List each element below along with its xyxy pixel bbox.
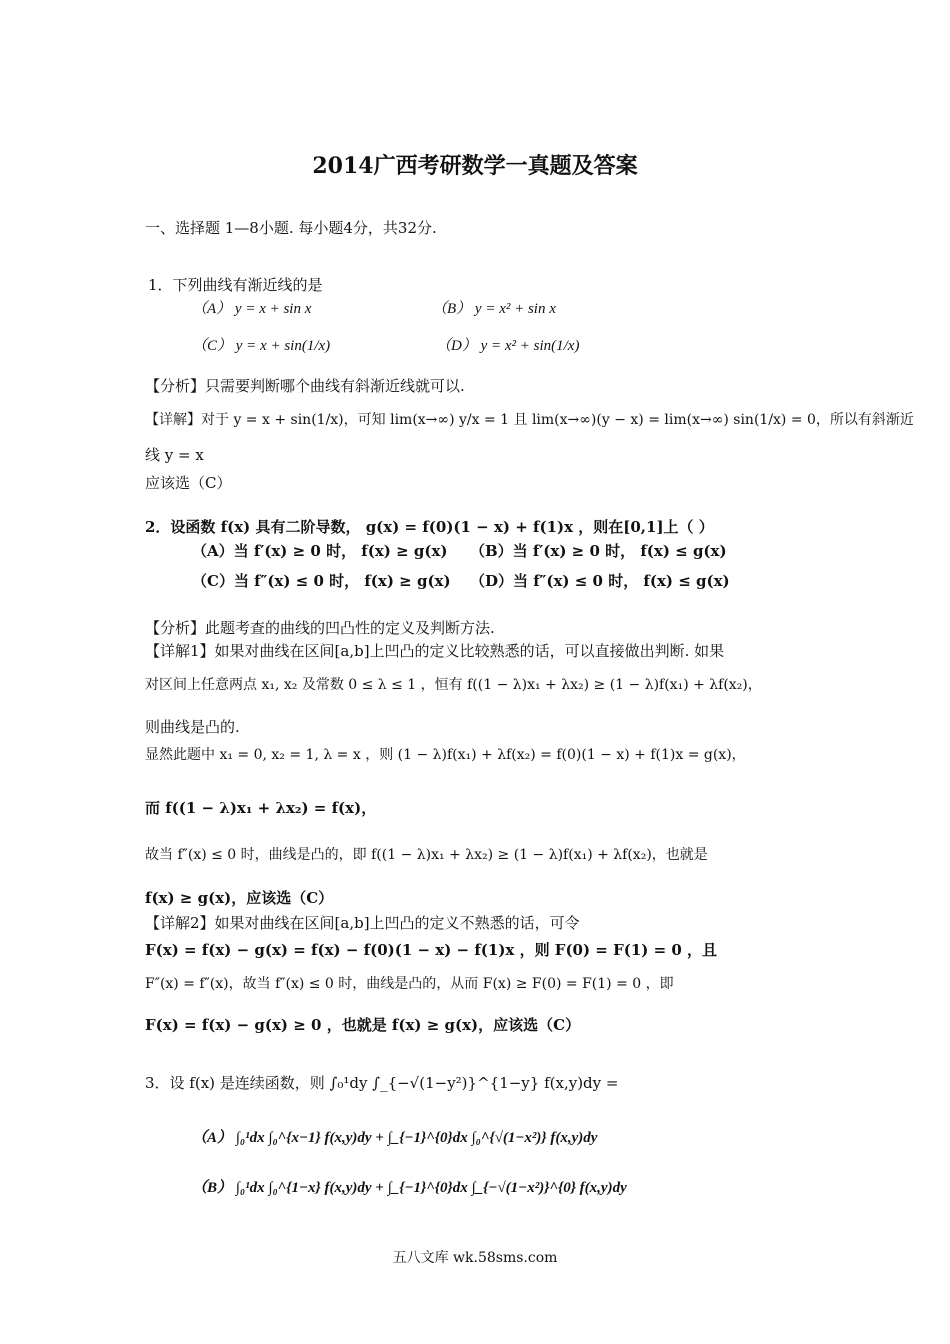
q1-detail-line2: 线 y = x: [145, 446, 204, 464]
footer-watermark: 五八文库 wk.58sms.com: [392, 1250, 558, 1266]
q2-stem: 2．设函数 f(x) 具有二阶导数， g(x) = f(0)(1 − x) + f(1)x ，则在[0,1]上（ ）: [145, 518, 714, 536]
q2-option-c: （C）当 f″(x) ≤ 0 时， f(x) ≥ g(x): [192, 572, 451, 590]
q2-detail2-line1: 【详解2】如果对曲线在区间[a,b]上凹凸的定义不熟悉的话，可令: [145, 914, 580, 932]
q2-detail1-line6: 故当 f″(x) ≤ 0 时，曲线是凸的，即 f((1 − λ)x₁ + λx₂) ≥ (1 − λ)f(x₁) + λf(x₂)，也就是: [145, 847, 708, 863]
q1-answer: 应该选（C）: [145, 474, 232, 492]
q2-option-b: （B）当 f′(x) ≥ 0 时， f(x) ≤ g(x): [470, 542, 727, 560]
q2-detail1-line5: 而 f((1 − λ)x₁ + λx₂) = f(x)，: [145, 799, 377, 817]
q2-detail1-line1: 【详解1】如果对曲线在区间[a,b]上凹凸的定义比较熟悉的话，可以直接做出判断. 如果: [145, 642, 725, 660]
q1-option-b: （B） y = x² + sin x: [432, 301, 556, 317]
q2-detail1-line2: 对区间上任意两点 x₁, x₂ 及常数 0 ≤ λ ≤ 1 ，恒有 f((1 − λ)x₁ + λx₂) ≥ (1 − λ)f(x₁) + λf(x₂)，: [145, 677, 762, 693]
q2-detail2-line2: F(x) = f(x) − g(x) = f(x) − f(0)(1 − x) − f(1)x ，则 F(0) = F(1) = 0 ，且: [145, 941, 718, 959]
q2-detail1-line3: 则曲线是凸的.: [145, 718, 240, 736]
q2-detail1-line4: 显然此题中 x₁ = 0, x₂ = 1, λ = x ，则 (1 − λ)f(x₁) + λf(x₂) = f(0)(1 − x) + f(1)x = g(x)，: [145, 747, 746, 763]
q2-detail1-line7: f(x) ≥ g(x)，应该选（C）: [145, 889, 334, 907]
page-title: 2014广西考研数学一真题及答案: [312, 153, 638, 179]
q3-option-b: （B） ∫₀¹dx ∫₀^{1−x} f(x,y)dy + ∫_{−1}^{0}dx ∫_{−√(1−x²)}^{0} f(x,y)dy: [192, 1180, 627, 1196]
q2-option-d: （D）当 f″(x) ≤ 0 时， f(x) ≤ g(x): [470, 572, 730, 590]
q1-option-d: （D） y = x² + sin(1/x): [436, 338, 580, 354]
q2-option-a: （A）当 f′(x) ≥ 0 时， f(x) ≥ g(x): [192, 542, 448, 560]
q2-detail2-line4: F(x) = f(x) − g(x) ≥ 0 ，也就是 f(x) ≥ g(x)，应该选（C）: [145, 1016, 581, 1034]
q1-option-a: （A） y = x + sin x: [192, 301, 312, 317]
q1-stem: 1．下列曲线有渐近线的是: [148, 276, 323, 294]
section-header: 一、选择题 1—8小题. 每小题4分，共32分.: [145, 219, 437, 237]
q3-option-a: （A） ∫₀¹dx ∫₀^{x−1} f(x,y)dy + ∫_{−1}^{0}dx ∫₀^{√(1−x²)} f(x,y)dy: [192, 1130, 598, 1146]
q2-detail2-line3: F″(x) = f″(x)，故当 f″(x) ≤ 0 时，曲线是凸的，从而 F(x) ≥ F(0) = F(1) = 0 ，即: [145, 976, 674, 992]
q1-option-c: （C） y = x + sin(1/x): [192, 338, 331, 354]
q3-stem: 3．设 f(x) 是连续函数，则 ∫₀¹dy ∫_{−√(1−y²)}^{1−y} f(x,y)dy =: [145, 1074, 619, 1092]
q1-analysis: 【分析】只需要判断哪个曲线有斜渐近线就可以.: [145, 377, 465, 395]
q1-detail-line1: 【详解】对于 y = x + sin(1/x)，可知 lim(x→∞) y/x = 1 且 lim(x→∞)(y − x) = lim(x→∞) sin(1/x) = 0，所以有斜渐近: [145, 412, 914, 428]
q2-analysis: 【分析】此题考查的曲线的凹凸性的定义及判断方法.: [145, 619, 495, 637]
